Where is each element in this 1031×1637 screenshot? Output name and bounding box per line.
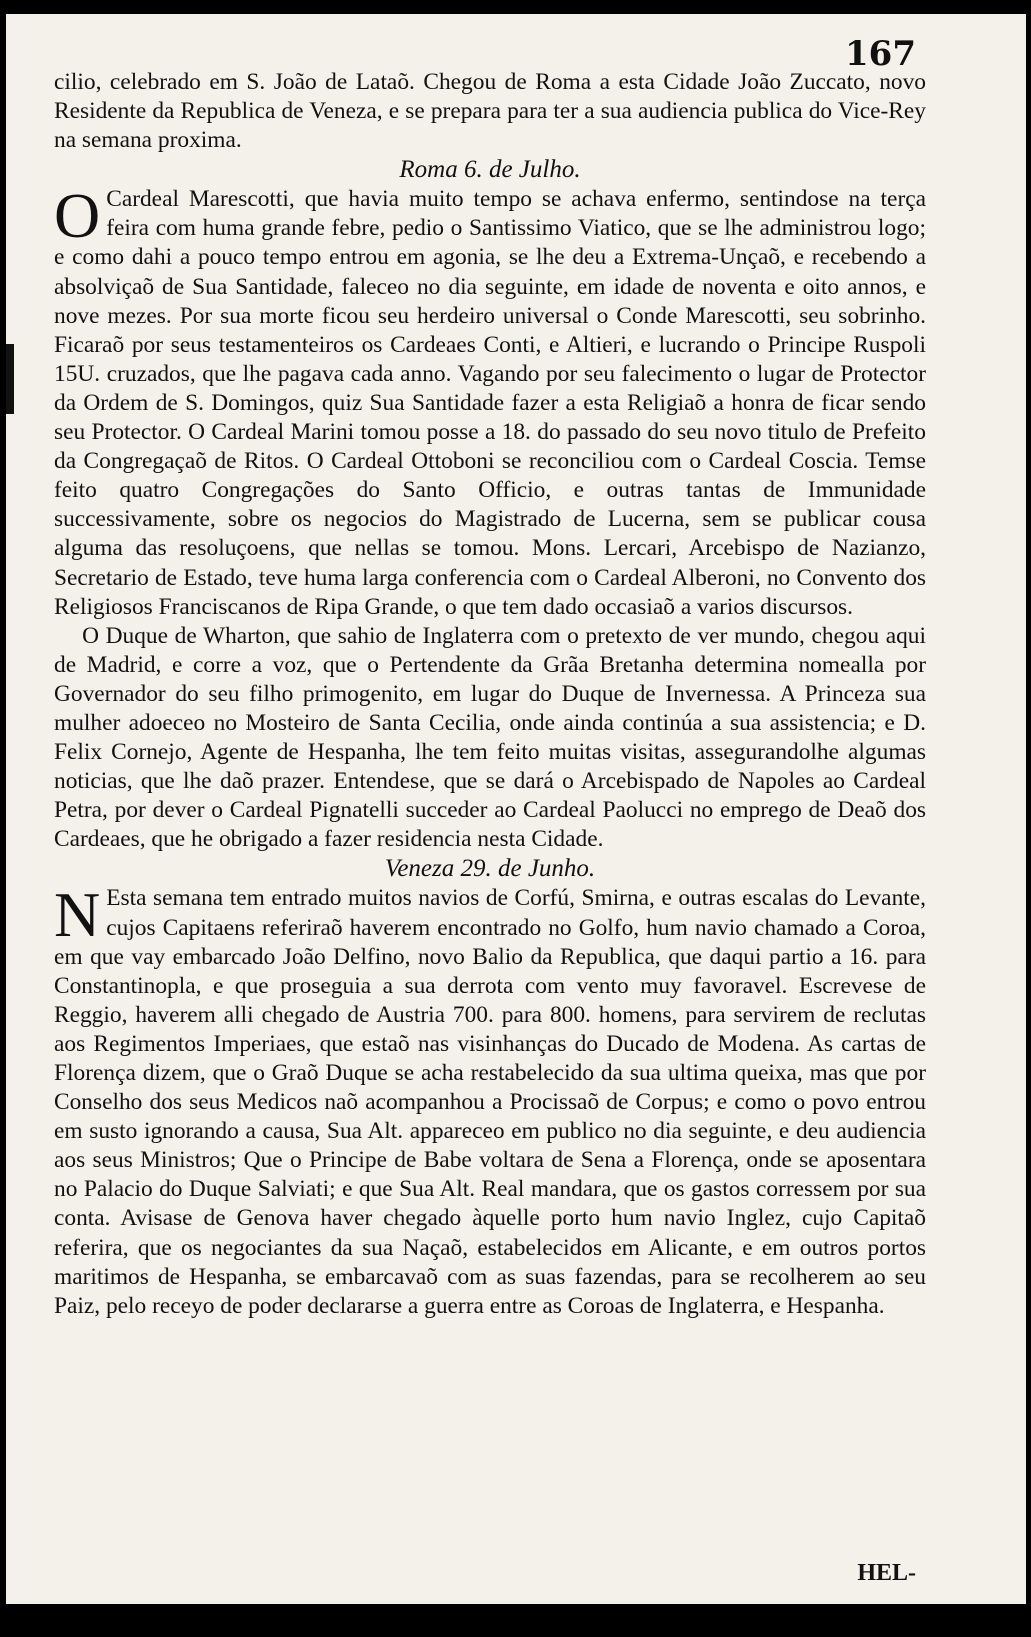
- intro-paragraph: cilio, celebrado em S. João de Lataõ. Chegou de Roma a esta Cidade João Zuccato, novo Residente da Republica de Veneza, e se prepara para ter a sua audiencia publica do Vice-Rey na semana proxima.: [54, 69, 926, 154]
- binding-mark: [6, 344, 14, 414]
- roma-paragraph-1: [54, 180, 926, 621]
- page-number: 167: [845, 34, 916, 74]
- veneza-paragraph: [54, 879, 926, 1320]
- dropcap-roma: O: [54, 180, 101, 252]
- dateline-veneza: Veneza 29. de Junho.: [384, 855, 596, 883]
- veneza-paragraph-text: Esta semana tem entrado muitos navios de Corfú, Smirna, e outras escalas do Levante, cujos Capitaens referiraõ haverem encontrado no Golfo, hum navio chamado a Coroa, em que vay embarcado João Delfino, novo Balio da Republica, que daqui partio a 16. para Constantinopla, e que proseguia a sua derrota com vento muy favoravel. Escrevese de Reggio, haverem alli chegado de Austria 700. para 800. homens, para servirem de reclutas aos Regimentos Imperiaes, que estaõ nas visinhanças do Ducado de Modena. As cartas de Florença dizem, que o Graõ Duque se acha restabelecido da sua ultima queixa, mas que por Conselho dos seus Medicos naõ acompanhou a Procissaõ de Corpus; e como o povo entrou em susto ignorando a causa, Sua Alt. appareceo em publico no dia seguinte, e deu audiencia aos seus Ministros; Que o Principe de Babe voltara de Sena a Florença, onde se aposentara no Palacio do Duque Salviati; e que Sua Alt. Real mandara, que os gastos corressem por sua conta. Avisase de Genova haver chegado àquelle porto hum navio Inglez, cujo Capitaõ referira, que os negociantes da sua Naçaõ, estabelecidos em Alicante, e em outros portos maritimos de Hespanha, se embarcavaõ com as suas fazendas, para se recolherem ao seu Paiz, pelo receyo de poder declararse a guerra entre as Coroas de Inglaterra, e Hespanha.: [54, 885, 926, 1319]
- roma-paragraph-2: O Duque de Wharton, que sahio de Inglaterra com o pretexto de ver mundo, chegou aqui de Madrid, e corre a voz, que o Pertendente da Grãa Bretanha determina nomealla por Governador do seu filho primogenito, em lugar do Duque de Invernessa. A Princeza sua mulher adoeceo no Mosteiro de Santa Cecilia, onde ainda continúa a sua assistencia; e D. Felix Cornejo, Agente de Hespanha, lhe tem feito muitas visitas, assegurandolhe algumas noticias, que lhe daõ prazer. Entendese, que se dará o Arcebispado de Napoles ao Cardeal Petra, por dever o Cardeal Pignatelli succeder ao Cardeal Paolucci no emprego de Deaõ dos Cardeaes, que he obrigado a fazer residencia nesta Cidade.: [54, 622, 926, 853]
- dropcap-veneza: N: [54, 879, 101, 951]
- roma-paragraph-1-text: Cardeal Marescotti, que havia muito tempo se achava enfermo, sentindose na terça feira com huma grande febre, pedio o Santissimo Viatico, que se lhe administrou logo; e como dahi a pouco tempo entrou em agonia, se lhe deu a Extrema-Unçaõ, e recebendo a absolviçaõ de Sua Santidade, faleceo no dia seguinte, em idade de noventa e oito annos, e nove mezes. Por sua morte ficou seu herdeiro universal o Conde Marescotti, seu sobrinho. Ficaraõ por seus testamenteiros os Cardeaes Conti, e Altieri, e lucrando o Principe Ruspoli 15U. cruzados, que lhe pagava cada anno. Vagando por seu falecimento o lugar de Protector da Ordem de S. Domingos, quiz Sua Santidade fazer a esta Religiaõ a honra de ficar sendo seu Protector. O Cardeal Marini tomou posse a 18. do passado do seu novo titulo de Prefeito da Congregaçaõ de Ritos. O Cardeal Ottoboni se reconciliou com o Cardeal Coscia. Temse feito quatro Congregações do Santo Officio, e outras tantas de Immunidade successivamente, sobre os negocios do Magistrado de Lucerna, sem se publicar cousa alguma das resoluçoens, que nellas se tomou. Mons. Lercari, Arcebispo de Nazianzo, Secretario de Estado, teve huma larga conferencia com o Cardeal Alberoni, no Convento dos Religiosos Franciscanos de Ripa Grande, o que tem dado occasiaõ a varios discursos.: [54, 186, 926, 620]
- text-column: [54, 68, 926, 1321]
- catchword: HEL-: [857, 1560, 916, 1586]
- newspaper-page: [6, 14, 1026, 1604]
- dateline-roma: Roma 6. de Julho.: [399, 156, 581, 184]
